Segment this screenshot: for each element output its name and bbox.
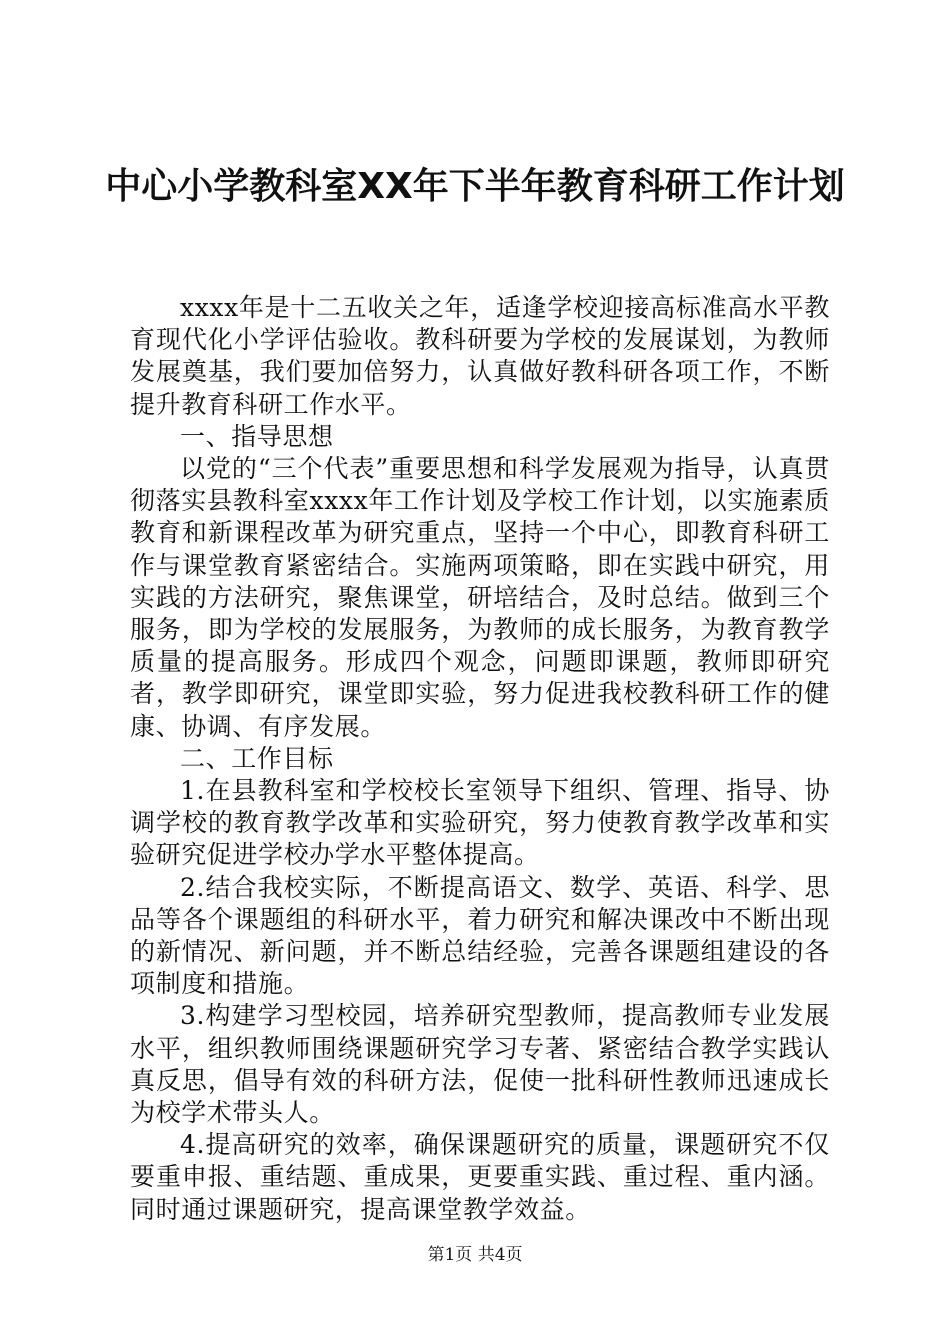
goal-item-1: 1.在县教科室和学校校长室领导下组织、管理、指导、协调学校的教育教学改革和实验研究，努力使教育教学改革和实验研究促进学校办学水平整体提高。 (130, 776, 830, 870)
goal-item-4: 4.提高研究的效率，确保课题研究的质量，课题研究不仅要重申报、重结题、重成果，更要重实践、重过程、重内涵。同时通过课题研究，提高课堂教学效益。 (130, 1130, 830, 1224)
goal-item-3: 3.构建学习型校园，培养研究型教师，提高教师专业发展水平，组织教师围绕课题研究学习专著、紧密结合教学实践认真反思，倡导有效的科研方法，促使一批科研性教师迅速成长为校学术带头人。 (130, 1001, 830, 1128)
intro-paragraph: xxxx年是十二五收关之年，适逢学校迎接高标准高水平教育现代化小学评估验收。教科研要为学校的发展谋划，为教师发展奠基，我们要加倍努力，认真做好教科研各项工作，不断提升教育科研工作水平。 (130, 293, 830, 419)
section-heading-guiding-ideology: 一、指导思想 (180, 421, 334, 451)
guiding-ideology-paragraph: 以党的“三个代表”重要思想和科学发展观为指导，认真贯彻落实县教科室xxxx年工作计划及学校工作计划，以实施素质教育和新课程改革为研究重点，坚持一个中心，即教育科研工作与课堂教育紧密结合。实施两项策略，即在实践中研究，用实践的方法研究，聚焦课堂，研培结合，及时总结。做到三个服务，即为学校的发展服务，为教师的成长服务，为教育教学质量的提高服务。形成四个观念，问题即课题，教师即研究者，教学即研究，课堂即实验，努力促进我校教科研工作的健康、协调、有序发展。 (130, 454, 830, 741)
page-number-footer: 第1页 共4页 (427, 1245, 523, 1265)
document-title: 中心小学教科室XX年下半年教育科研工作计划 (105, 166, 845, 207)
section-heading-work-goals: 二、工作目标 (180, 743, 334, 773)
goal-item-2: 2.结合我校实际，不断提高语文、数学、英语、科学、思品等各个课题组的科研水平，着力研究和解决课改中不断出现的新情况、新问题，并不断总结经验，完善各课题组建设的各项制度和措施。 (130, 872, 830, 999)
document-body (130, 292, 830, 1226)
